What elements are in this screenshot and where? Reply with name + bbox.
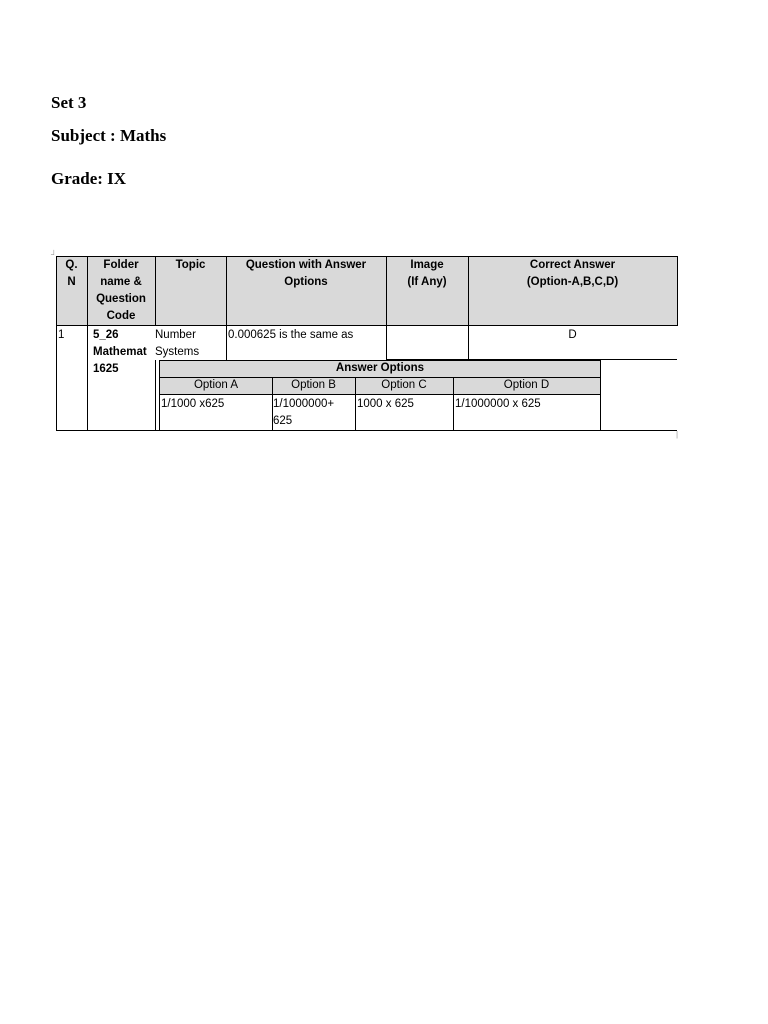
table-border	[155, 256, 156, 326]
table-border	[677, 256, 678, 326]
table-border	[56, 325, 677, 326]
option-d-label: Option D	[453, 377, 600, 394]
option-b-label: Option B	[272, 377, 355, 394]
option-c-line: 1000 x 625	[357, 398, 414, 410]
header-image	[386, 256, 468, 325]
folder-line: Mathemat	[93, 346, 147, 358]
subject-heading: Subject : Maths	[51, 126, 167, 145]
subtable-border	[272, 377, 273, 430]
subtable-border	[355, 377, 356, 430]
header-answer-line: (Option-A,B,C,D)	[526, 276, 619, 288]
table-end-mark: |	[676, 430, 679, 439]
header-question-line: Question with Answer	[245, 259, 367, 271]
option-a-label: Option A	[160, 377, 272, 394]
table-border	[226, 256, 227, 360]
set-heading: Set 3	[51, 93, 87, 112]
header-topic	[155, 256, 226, 325]
option-a-value	[161, 396, 224, 413]
subtable-border	[600, 360, 601, 431]
option-c-label: Option C	[355, 377, 453, 394]
header-folder-line: Code	[106, 310, 136, 322]
header-folder-line: name &	[100, 276, 142, 288]
grade-heading: Grade: IX	[51, 169, 127, 188]
subtable-border	[155, 360, 156, 430]
table-border	[468, 256, 469, 360]
table-border	[87, 256, 88, 431]
answer-options-title: Answer Options	[160, 360, 600, 377]
subtable-border	[159, 360, 601, 361]
header-folder-line: Folder	[103, 259, 139, 271]
option-b-line: 625	[273, 415, 293, 427]
topic-line: Number	[155, 329, 196, 341]
option-c-value	[357, 396, 414, 413]
header-qn-line: Q.	[65, 259, 78, 271]
topic-line: Systems	[155, 346, 200, 358]
table-anchor-mark: ┘	[51, 250, 57, 259]
subtable-border	[159, 377, 601, 378]
header-answer-line: Correct Answer	[529, 259, 616, 271]
header-question	[226, 256, 386, 325]
header-folder	[87, 256, 155, 325]
header-question-line: Options	[284, 276, 328, 288]
folder-line: 5_26	[93, 329, 119, 341]
folder-line: 1625	[93, 363, 119, 375]
option-a-line: 1/1000 x625	[161, 398, 225, 410]
table-border	[56, 256, 57, 431]
option-d-line: 1/1000000 x 625	[455, 398, 541, 410]
header-image-line: Image	[410, 259, 444, 271]
header-qn	[56, 256, 87, 325]
header-qn-line: N	[67, 276, 76, 288]
option-b-value	[273, 396, 334, 430]
subtable-border	[453, 377, 454, 430]
subtable-border	[159, 394, 601, 395]
option-b-line: 1/1000000+	[273, 398, 335, 410]
header-answer	[468, 256, 677, 325]
cell-question: 0.000625 is the same as	[228, 329, 354, 341]
header-folder-line: Question	[96, 293, 146, 305]
cell-folder	[93, 327, 155, 378]
header-image-line: (If Any)	[407, 276, 447, 288]
cell-correct-answer: D	[568, 329, 577, 341]
subtable-border	[159, 360, 160, 430]
table-border	[56, 430, 677, 431]
table-border	[56, 256, 677, 257]
header-topic-line: Topic	[175, 259, 206, 271]
cell-qn: 1	[58, 329, 65, 341]
cell-topic	[155, 327, 199, 361]
table-border	[386, 256, 387, 360]
option-d-value	[455, 396, 541, 413]
